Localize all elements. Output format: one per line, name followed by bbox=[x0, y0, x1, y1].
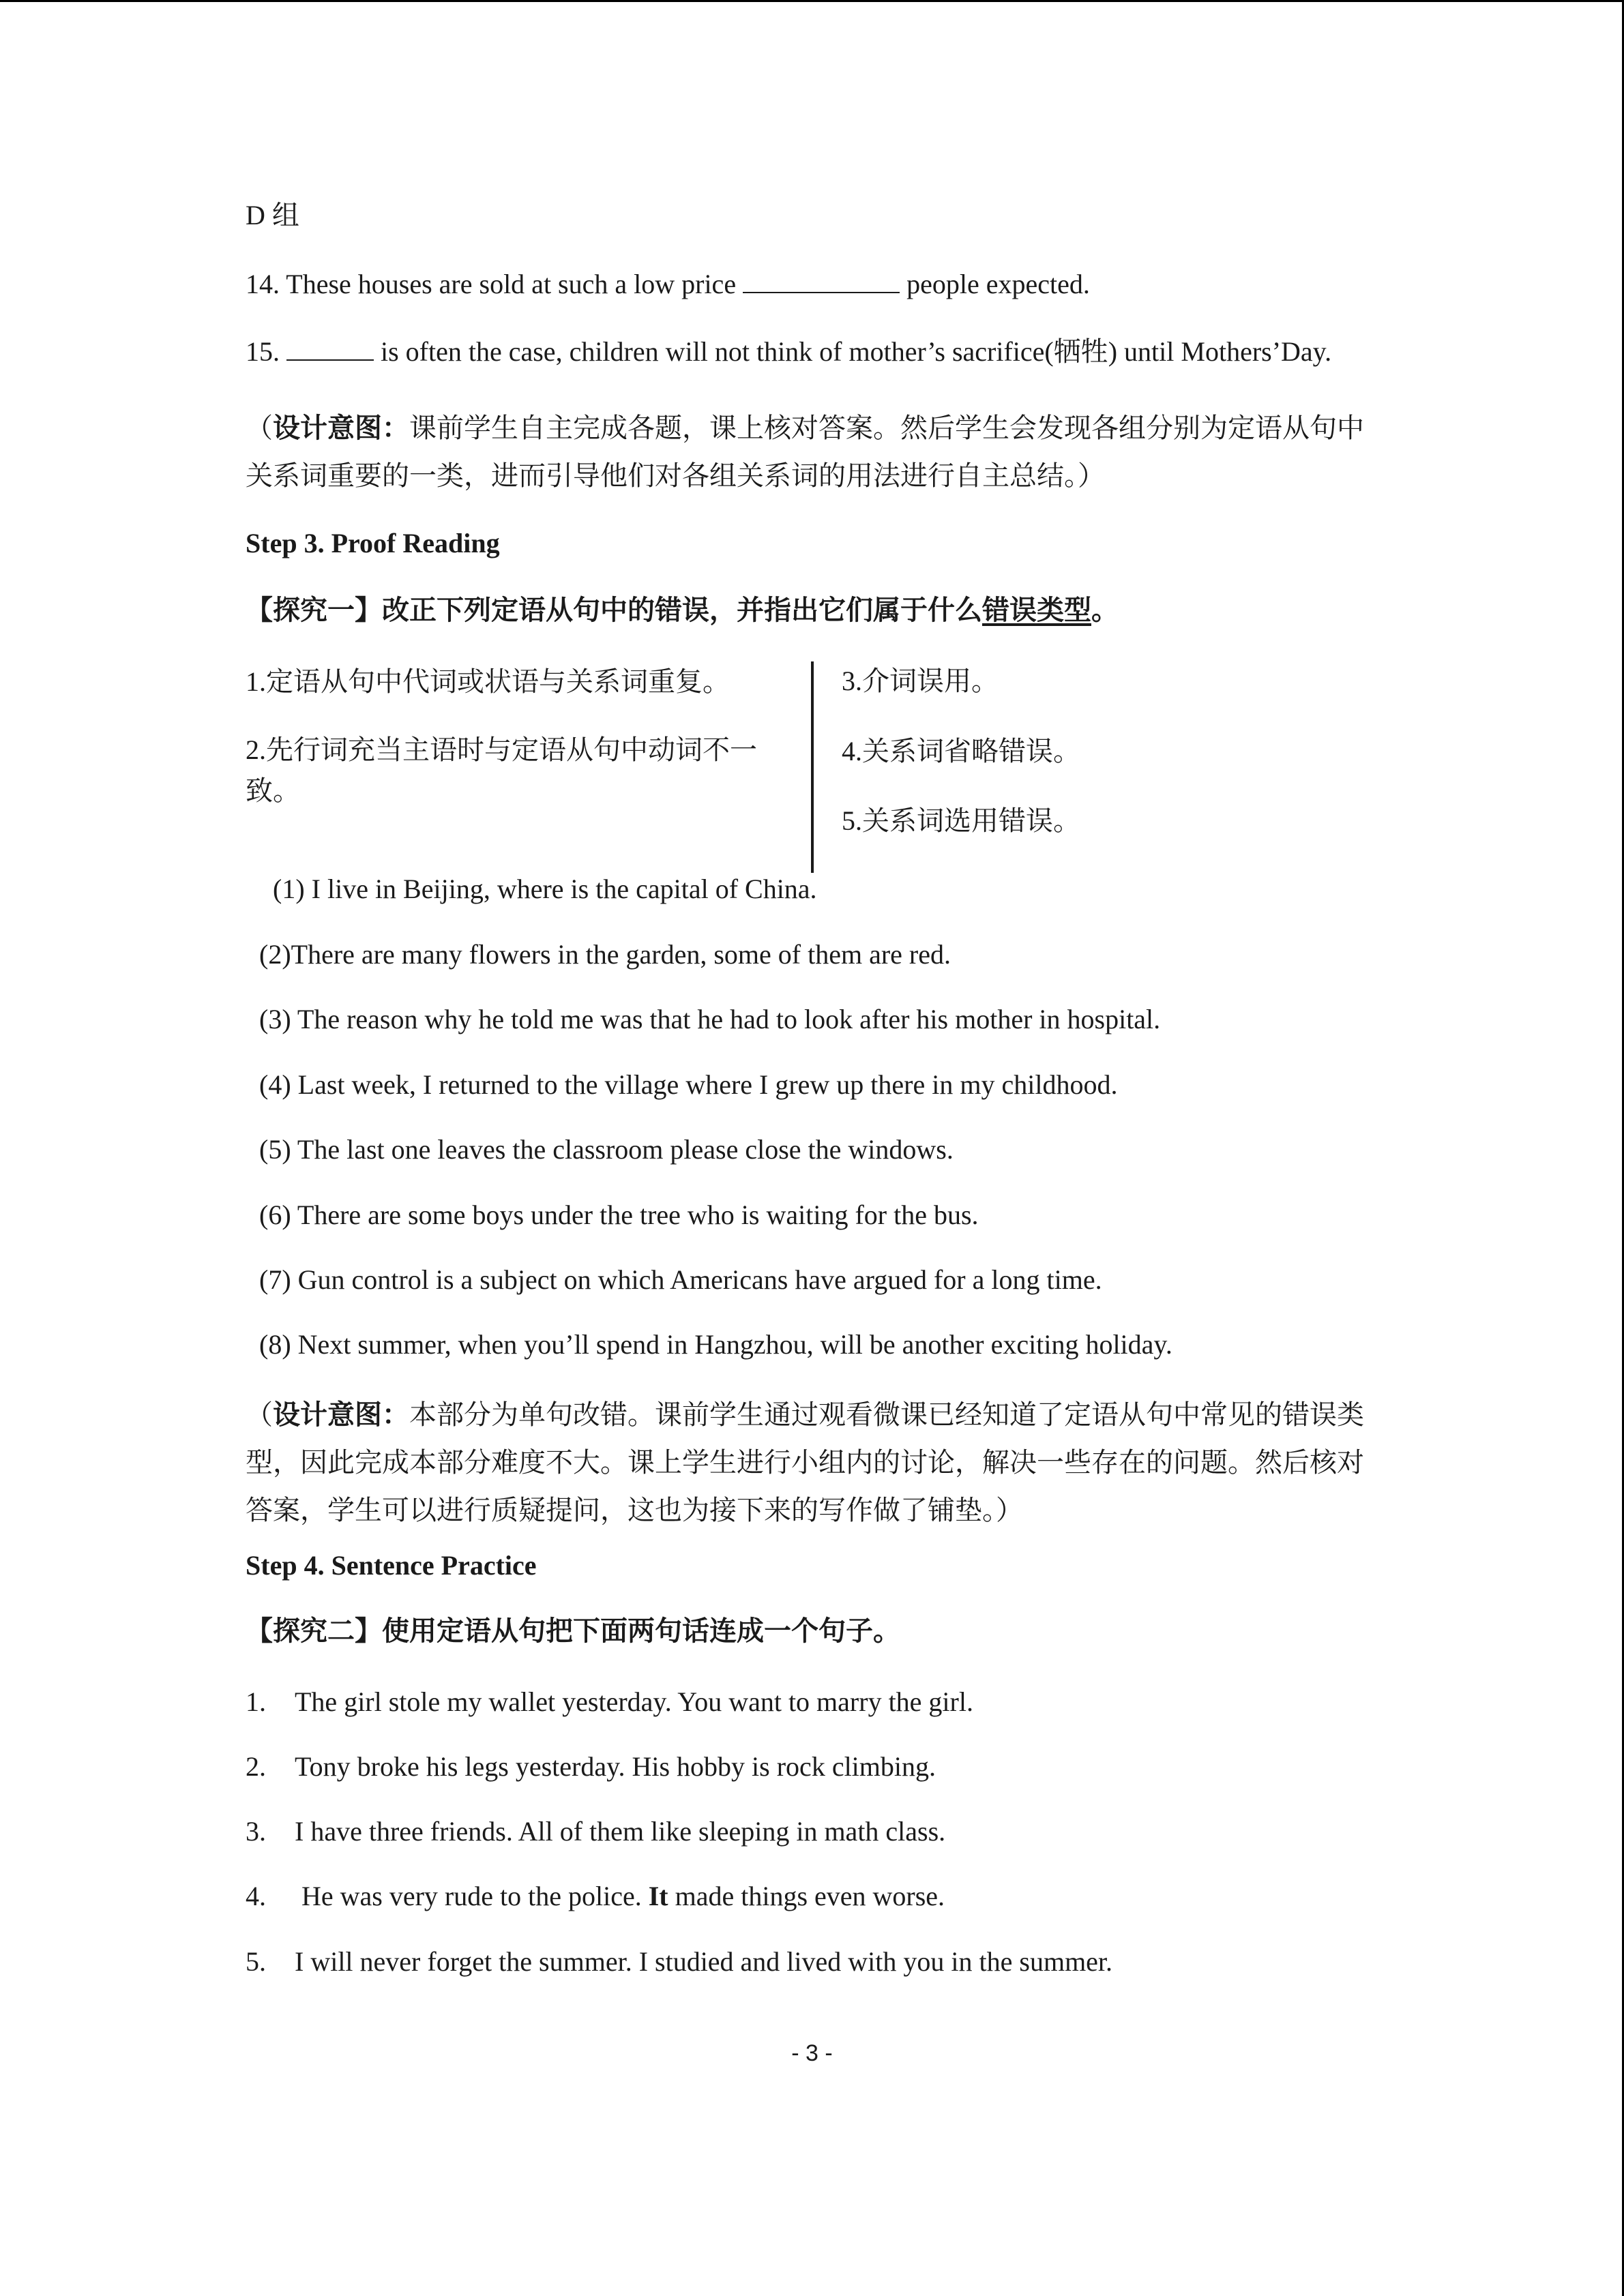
proof-sentence-5: (5) The last one leaves the classroom please close the windows. bbox=[259, 1134, 954, 1165]
explore-1-underlined: 错误类型 bbox=[982, 595, 1091, 625]
combine-number-5: 5. bbox=[246, 1946, 266, 1977]
combine-item-2 bbox=[246, 1750, 936, 1783]
combine-number-3: 3. bbox=[246, 1816, 266, 1847]
note-1-open-paren: （ bbox=[246, 413, 273, 443]
q14-text-after: people expected. bbox=[906, 269, 1090, 299]
combine-text-5: I will never forget the summer. I studied and lived with you in the summer. bbox=[295, 1946, 1113, 1977]
explore-2-text: 使用定语从句把下面两句话连成一个句子。 bbox=[382, 1615, 900, 1646]
error-type-3: 3.介词误用。 bbox=[842, 666, 999, 696]
combine-text-4-pre: He was very rude to the police. bbox=[295, 1881, 649, 1911]
combine-text-4-bold: It bbox=[648, 1881, 668, 1911]
page-number: - 3 - bbox=[791, 2040, 833, 2066]
combine-item-3 bbox=[246, 1815, 945, 1848]
explore-2-label: 【探究二】 bbox=[246, 1615, 382, 1646]
explore-1-text: 改正下列定语从句中的错误，并指出它们属于什么 bbox=[382, 595, 982, 625]
error-type-5: 5.关系词选用错误。 bbox=[842, 805, 1080, 836]
note-2-label: 设计意图： bbox=[273, 1399, 409, 1430]
error-type-1: 1.定语从句中代词或状语与关系词重复。 bbox=[246, 666, 730, 697]
step-3-heading: Step 3. Proof Reading bbox=[246, 528, 500, 558]
error-type-2: 2.先行词充当主语时与定语从句中动词不一致。 bbox=[246, 734, 757, 806]
question-14 bbox=[246, 267, 1090, 301]
error-type-4: 4.关系词省略错误。 bbox=[842, 736, 1080, 766]
combine-text-4-post: made things even worse. bbox=[668, 1881, 945, 1911]
q14-number: 14. bbox=[246, 269, 280, 299]
design-note-1 bbox=[246, 404, 1378, 500]
note-2-open-paren: （ bbox=[246, 1399, 273, 1430]
page-top-border bbox=[0, 0, 1624, 2]
proof-sentence-6: (6) There are some boys under the tree who is waiting for the bus. bbox=[259, 1199, 979, 1230]
q14-blank bbox=[743, 267, 900, 293]
note-2-text: 本部分为单句改错。课前学生通过观看微课已经知道了定语从句中常见的错误类型，因此完成本部分难度不大。课上学生进行小组内的讨论，解决一些存在的问题。然后核对答案，学生可以进行质疑提问，这也为接下来的写作做了铺垫。） bbox=[246, 1399, 1364, 1525]
step-4-heading: Step 4. Sentence Practice bbox=[246, 1550, 537, 1581]
note-1-text: 课前学生自主完成各题，课上核对答案。然后学生会发现各组分别为定语从句中关系词重要的一类，进而引导他们对各组关系词的用法进行自主总结。） bbox=[246, 413, 1364, 491]
explore-1-label: 【探究一】 bbox=[246, 595, 382, 625]
design-note-2 bbox=[246, 1391, 1378, 1534]
q15-number: 15. bbox=[246, 336, 280, 367]
q14-text-before: These houses are sold at such a low price bbox=[286, 269, 737, 299]
combine-number-2: 2. bbox=[246, 1751, 266, 1782]
q15-blank bbox=[286, 335, 374, 361]
proof-sentence-7: (7) Gun control is a subject on which Americans have argued for a long time. bbox=[259, 1264, 1102, 1295]
explore-2-instruction bbox=[246, 1615, 900, 1648]
combine-item-4 bbox=[246, 1880, 945, 1913]
explore-1-end: 。 bbox=[1091, 595, 1119, 625]
combine-text-1: The girl stole my wallet yesterday. You want to marry the girl. bbox=[295, 1686, 973, 1717]
question-15 bbox=[246, 335, 1331, 368]
error-types-divider bbox=[811, 661, 814, 873]
combine-item-1 bbox=[246, 1686, 973, 1718]
q15-text-after: is often the case, children will not think of mother’s sacrifice(牺牲) until Mothers’Day. bbox=[381, 336, 1332, 367]
note-1-label: 设计意图： bbox=[273, 413, 409, 443]
proof-sentence-1: (1) I live in Beijing, where is the capital of China. bbox=[273, 874, 817, 904]
group-label: D 组 bbox=[246, 200, 299, 230]
combine-text-3: I have three friends. All of them like sleeping in math class. bbox=[295, 1816, 946, 1847]
explore-1-instruction bbox=[246, 594, 1119, 627]
proof-sentence-8: (8) Next summer, when you’ll spend in Hangzhou, will be another exciting holiday. bbox=[259, 1329, 1172, 1360]
proof-sentence-2: (2)There are many flowers in the garden, some of them are red. bbox=[259, 939, 951, 970]
combine-item-5 bbox=[246, 1945, 1112, 1978]
combine-number-1: 1. bbox=[246, 1686, 266, 1717]
proof-sentence-4: (4) Last week, I returned to the village where I grew up there in my childhood. bbox=[259, 1069, 1118, 1100]
proof-sentence-3: (3) The reason why he told me was that he had to look after his mother in hospital. bbox=[259, 1004, 1161, 1034]
combine-text-2: Tony broke his legs yesterday. His hobby is rock climbing. bbox=[295, 1751, 936, 1782]
combine-number-4: 4. bbox=[246, 1881, 266, 1911]
